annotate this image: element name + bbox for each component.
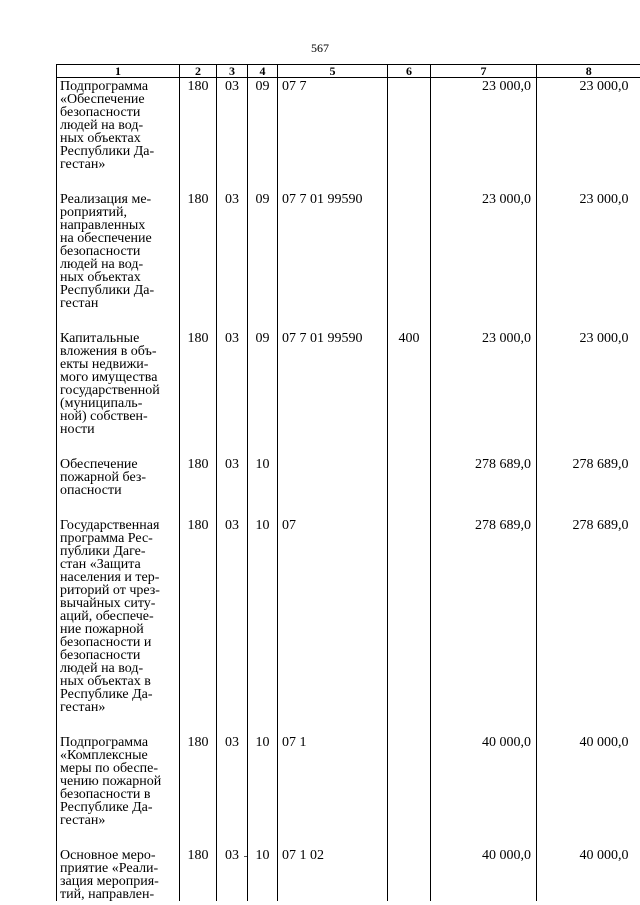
- section-code: 03: [217, 517, 248, 734]
- column-header: 3: [217, 65, 248, 78]
- table-row: [57, 330, 640, 456]
- scan-artifact: [244, 856, 247, 857]
- row-name: Государственная программа Рес- публики Даге- стан «Защита населения и тер- риторий от чрез- вычайных ситу- аций, обеспече- ние пожарной безопасности и безопасности людей на вод- ных объектах в Республике Да- гестан»: [57, 517, 180, 734]
- amount-2: 278 689,0: [537, 456, 640, 517]
- column-header: 4: [248, 65, 278, 78]
- expense-type-code: [388, 517, 431, 734]
- row-name: Реализация ме- роприятий, направленных на обеспечение безопасности людей на вод- ных объектах Республики Да- гестан: [57, 191, 180, 330]
- table-row: [57, 734, 640, 847]
- section-code: 03: [217, 78, 248, 192]
- ministry-code: 180: [180, 78, 217, 192]
- ministry-code: 180: [180, 734, 217, 847]
- subsection-code: 09: [248, 78, 278, 192]
- amount-2: 40 000,0: [537, 734, 640, 847]
- ministry-code: 180: [180, 517, 217, 734]
- subsection-code: 10: [248, 517, 278, 734]
- expense-type-code: [388, 734, 431, 847]
- amount-2: 40 000,0: [537, 847, 640, 901]
- target-code: 07 7 01 99590: [278, 330, 388, 456]
- section-code: 03: [217, 191, 248, 330]
- row-name: Обеспечение пожарной без- опасности: [57, 456, 180, 517]
- target-code: 07 7 01 99590: [278, 191, 388, 330]
- expense-type-code: 400: [388, 330, 431, 456]
- subsection-code: 10: [248, 734, 278, 847]
- amount-1: 278 689,0: [431, 517, 537, 734]
- target-code: 07: [278, 517, 388, 734]
- ministry-code: 180: [180, 456, 217, 517]
- row-name: Капитальные вложения в объ- екты недвижи- мого имущества государственной (муниципаль- ной) собствен- ности: [57, 330, 180, 456]
- table-row: [57, 456, 640, 517]
- expense-type-code: [388, 456, 431, 517]
- table-header-row: [57, 65, 640, 78]
- amount-1: 40 000,0: [431, 847, 537, 901]
- amount-2: 23 000,0: [537, 191, 640, 330]
- ministry-code: 180: [180, 847, 217, 901]
- target-code: 07 1 02: [278, 847, 388, 901]
- ministry-code: 180: [180, 191, 217, 330]
- ministry-code: 180: [180, 330, 217, 456]
- amount-1: 23 000,0: [431, 78, 537, 192]
- target-code: 07 1: [278, 734, 388, 847]
- target-code: 07 7: [278, 78, 388, 192]
- target-code: [278, 456, 388, 517]
- amount-2: 23 000,0: [537, 330, 640, 456]
- column-header: 6: [388, 65, 431, 78]
- row-name: Основное меро- приятие «Реали- зация мероприя- тий, направлен-: [57, 847, 180, 901]
- subsection-code: 10: [248, 847, 278, 901]
- section-code: 03: [217, 456, 248, 517]
- amount-2: 278 689,0: [537, 517, 640, 734]
- expense-type-code: [388, 191, 431, 330]
- subsection-code: 09: [248, 330, 278, 456]
- table-row: [57, 191, 640, 330]
- row-name: Подпрограмма «Комплексные меры по обеспе- чению пожарной безопасности в Республике Да- гестан»: [57, 734, 180, 847]
- amount-1: 23 000,0: [431, 330, 537, 456]
- amount-2: 23 000,0: [537, 78, 640, 192]
- budget-table: [56, 64, 640, 901]
- page-number: 567: [311, 41, 329, 55]
- expense-type-code: [388, 78, 431, 192]
- table-row: [57, 847, 640, 901]
- column-header: 2: [180, 65, 217, 78]
- subsection-code: 10: [248, 456, 278, 517]
- amount-1: 23 000,0: [431, 191, 537, 330]
- section-code: 03: [217, 847, 248, 901]
- table-row: [57, 78, 640, 192]
- column-header: 5: [278, 65, 388, 78]
- section-code: 03: [217, 330, 248, 456]
- expense-type-code: [388, 847, 431, 901]
- column-header: 8: [537, 65, 640, 78]
- table-row: [57, 517, 640, 734]
- amount-1: 40 000,0: [431, 734, 537, 847]
- row-name: Подпрограмма «Обеспечение безопасности людей на вод- ных объектах Республики Да- гестан»: [57, 78, 180, 192]
- column-header: 7: [431, 65, 537, 78]
- section-code: 03: [217, 734, 248, 847]
- subsection-code: 09: [248, 191, 278, 330]
- column-header: 1: [57, 65, 180, 78]
- amount-1: 278 689,0: [431, 456, 537, 517]
